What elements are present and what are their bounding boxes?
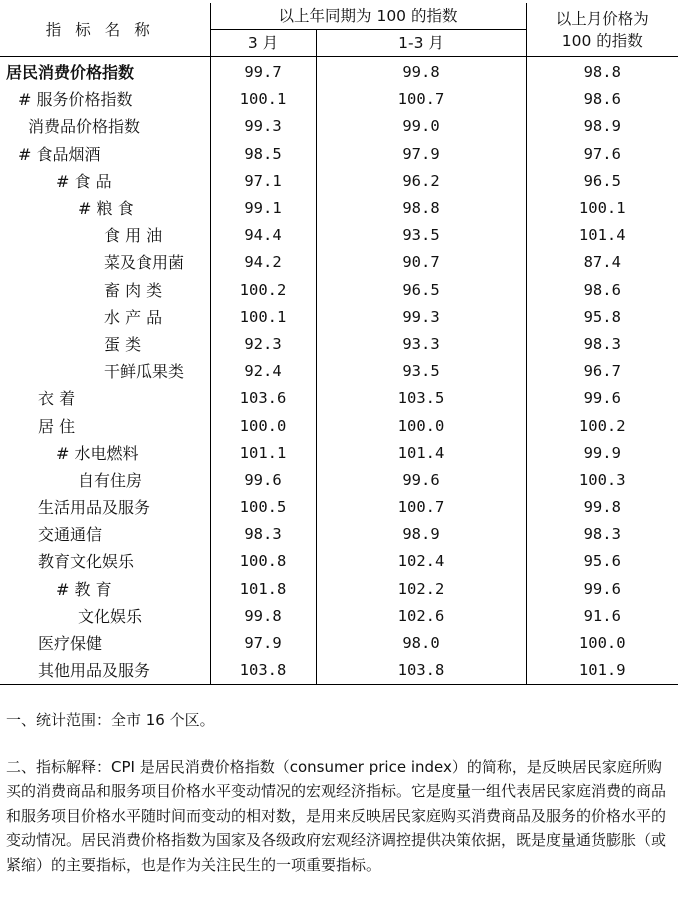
table-row bbox=[0, 440, 678, 467]
row-value-month: 100.5 bbox=[210, 494, 316, 521]
row-value-month: 100.2 bbox=[210, 277, 316, 304]
row-name: # 服务价格指数 bbox=[0, 86, 210, 113]
table-row bbox=[0, 168, 678, 195]
row-value-mom: 96.7 bbox=[583, 362, 621, 381]
row-value-quarter: 93.3 bbox=[316, 331, 526, 358]
row-value-month: 100.8 bbox=[210, 548, 316, 575]
row-value-mom: 98.3 bbox=[583, 525, 621, 544]
row-value-mom: 100.1 bbox=[578, 199, 626, 218]
row-value-mom: 97.6 bbox=[583, 144, 621, 163]
row-value-month: 99.6 bbox=[210, 467, 316, 494]
table-row bbox=[0, 222, 678, 249]
row-value-mom: 99.8 bbox=[583, 498, 621, 517]
row-value-quarter: 100.0 bbox=[316, 412, 526, 439]
table-row bbox=[0, 576, 678, 603]
row-value-month: 92.4 bbox=[210, 358, 316, 385]
row-value-month: 99.8 bbox=[210, 603, 316, 630]
row-value-month: 97.1 bbox=[210, 168, 316, 195]
table-row bbox=[0, 358, 678, 385]
row-name: 蛋 类 bbox=[0, 331, 210, 358]
row-value-mom: 98.3 bbox=[583, 334, 621, 353]
row-name: # 教 育 bbox=[0, 576, 210, 603]
row-value-mom: 98.6 bbox=[583, 90, 621, 109]
row-value-quarter: 93.5 bbox=[316, 358, 526, 385]
row-value-quarter: 96.2 bbox=[316, 168, 526, 195]
row-name: 其他用品及服务 bbox=[0, 657, 210, 685]
row-value-mom: 98.9 bbox=[583, 117, 621, 136]
row-name: # 水电燃料 bbox=[0, 440, 210, 467]
header-mom bbox=[526, 3, 678, 57]
table-row bbox=[0, 467, 678, 494]
table-row bbox=[0, 521, 678, 548]
table-row bbox=[0, 195, 678, 222]
header-indicator-name: 指标名称 bbox=[0, 3, 210, 57]
row-value-mom: 96.5 bbox=[583, 171, 621, 190]
row-value-month: 98.5 bbox=[210, 141, 316, 168]
row-value-month: 94.4 bbox=[210, 222, 316, 249]
row-value-month: 103.6 bbox=[210, 385, 316, 412]
table-row bbox=[0, 412, 678, 439]
row-name: 水 产 品 bbox=[0, 304, 210, 331]
row-name: 医疗保健 bbox=[0, 630, 210, 657]
row-value-quarter: 97.9 bbox=[316, 141, 526, 168]
row-value-quarter: 98.8 bbox=[316, 195, 526, 222]
row-value-month: 100.0 bbox=[210, 412, 316, 439]
row-name: 干鲜瓜果类 bbox=[0, 358, 210, 385]
table-row bbox=[0, 304, 678, 331]
row-value-quarter: 102.2 bbox=[316, 576, 526, 603]
row-name: 食 用 油 bbox=[0, 222, 210, 249]
row-value-month: 100.1 bbox=[210, 86, 316, 113]
row-value-mom: 101.4 bbox=[578, 226, 626, 245]
row-name: 自有住房 bbox=[0, 467, 210, 494]
row-value-mom: 95.8 bbox=[583, 307, 621, 326]
row-value-quarter: 90.7 bbox=[316, 249, 526, 276]
row-value-quarter: 101.4 bbox=[316, 440, 526, 467]
header-month: 3 月 bbox=[210, 30, 316, 57]
row-value-month: 98.3 bbox=[210, 521, 316, 548]
row-name: 消费品价格指数 bbox=[0, 113, 210, 140]
table-row bbox=[0, 494, 678, 521]
table-row bbox=[0, 603, 678, 630]
cpi-table bbox=[0, 3, 678, 685]
table-row bbox=[0, 249, 678, 276]
row-value-quarter: 103.8 bbox=[316, 657, 526, 685]
table-row bbox=[0, 86, 678, 113]
table-row bbox=[0, 630, 678, 657]
row-value-mom: 98.6 bbox=[583, 280, 621, 299]
note-scope: 一、统计范围：全市 16 个区。 bbox=[6, 711, 215, 729]
row-value-quarter: 93.5 bbox=[316, 222, 526, 249]
row-name: # 粮 食 bbox=[0, 195, 210, 222]
row-value-mom: 98.8 bbox=[583, 63, 621, 82]
row-value-quarter: 102.6 bbox=[316, 603, 526, 630]
row-value-mom: 95.6 bbox=[583, 552, 621, 571]
table-row bbox=[0, 331, 678, 358]
row-value-mom: 100.2 bbox=[578, 416, 626, 435]
row-value-month: 100.1 bbox=[210, 304, 316, 331]
row-value-month: 94.2 bbox=[210, 249, 316, 276]
header-yoy-group: 以上年同期为 100 的指数 bbox=[210, 3, 526, 30]
row-value-month: 99.7 bbox=[210, 57, 316, 87]
row-value-quarter: 98.0 bbox=[316, 630, 526, 657]
row-value-mom: 99.6 bbox=[583, 579, 621, 598]
row-value-quarter: 102.4 bbox=[316, 548, 526, 575]
row-name: 交通通信 bbox=[0, 521, 210, 548]
row-value-mom: 99.9 bbox=[583, 443, 621, 462]
header-mom-line1: 以上月价格为 bbox=[555, 9, 649, 28]
row-name: # 食品烟酒 bbox=[0, 141, 210, 168]
row-name: 居民消费价格指数 bbox=[0, 57, 210, 87]
row-value-quarter: 103.5 bbox=[316, 385, 526, 412]
row-value-quarter: 99.3 bbox=[316, 304, 526, 331]
row-value-mom: 100.3 bbox=[578, 470, 626, 489]
table-row bbox=[0, 277, 678, 304]
header-mom-line2: 100 的指数 bbox=[561, 31, 643, 50]
row-name: 教育文化娱乐 bbox=[0, 548, 210, 575]
row-value-mom: 101.9 bbox=[526, 657, 678, 685]
row-value-mom: 87.4 bbox=[583, 253, 621, 272]
row-value-quarter: 99.0 bbox=[316, 113, 526, 140]
table-row bbox=[0, 57, 678, 87]
row-value-month: 92.3 bbox=[210, 331, 316, 358]
table-body bbox=[0, 57, 678, 685]
row-value-quarter: 99.6 bbox=[316, 467, 526, 494]
table-row bbox=[0, 141, 678, 168]
note-definition: 二、指标解释：CPI 是居民消费价格指数（consumer price index）的简称，是反映居民家庭所购买的消费商品和服务项目价格水平变动情况的宏观经济指标。它是度量一组代表居民家庭消费的商品和服务项目价格水平随时间而变动的相对数，是用来反映居民家庭购买消费商品及服务的价格水平的变动情况。居民消费价格指数为国家及各级政府宏观经济调控提供决策依据，既是度量通货膨胀（或紧缩）的主要指标，也是作为关注民生的一项重要指标。 bbox=[6, 757, 667, 874]
notes bbox=[0, 700, 674, 877]
row-name: 衣 着 bbox=[0, 385, 210, 412]
row-value-quarter: 100.7 bbox=[316, 86, 526, 113]
row-name: 生活用品及服务 bbox=[0, 494, 210, 521]
row-name: 菜及食用菌 bbox=[0, 249, 210, 276]
row-name: # 食 品 bbox=[0, 168, 210, 195]
row-value-mom: 99.6 bbox=[583, 389, 621, 408]
table-row bbox=[0, 548, 678, 575]
row-value-mom: 100.0 bbox=[578, 634, 626, 653]
row-value-month: 99.3 bbox=[210, 113, 316, 140]
row-value-month: 99.1 bbox=[210, 195, 316, 222]
row-value-quarter: 96.5 bbox=[316, 277, 526, 304]
row-value-month: 97.9 bbox=[210, 630, 316, 657]
row-value-month: 103.8 bbox=[210, 657, 316, 685]
row-value-month: 101.8 bbox=[210, 576, 316, 603]
row-name: 畜 肉 类 bbox=[0, 277, 210, 304]
row-name: 居 住 bbox=[0, 412, 210, 439]
table-row bbox=[0, 113, 678, 140]
row-value-quarter: 100.7 bbox=[316, 494, 526, 521]
table-row bbox=[0, 657, 678, 685]
row-value-mom: 91.6 bbox=[583, 606, 621, 625]
header-quarter: 1-3 月 bbox=[316, 30, 526, 57]
row-name: 文化娱乐 bbox=[0, 603, 210, 630]
row-value-quarter: 99.8 bbox=[316, 57, 526, 87]
table-row bbox=[0, 385, 678, 412]
row-value-quarter: 98.9 bbox=[316, 521, 526, 548]
row-value-month: 101.1 bbox=[210, 440, 316, 467]
